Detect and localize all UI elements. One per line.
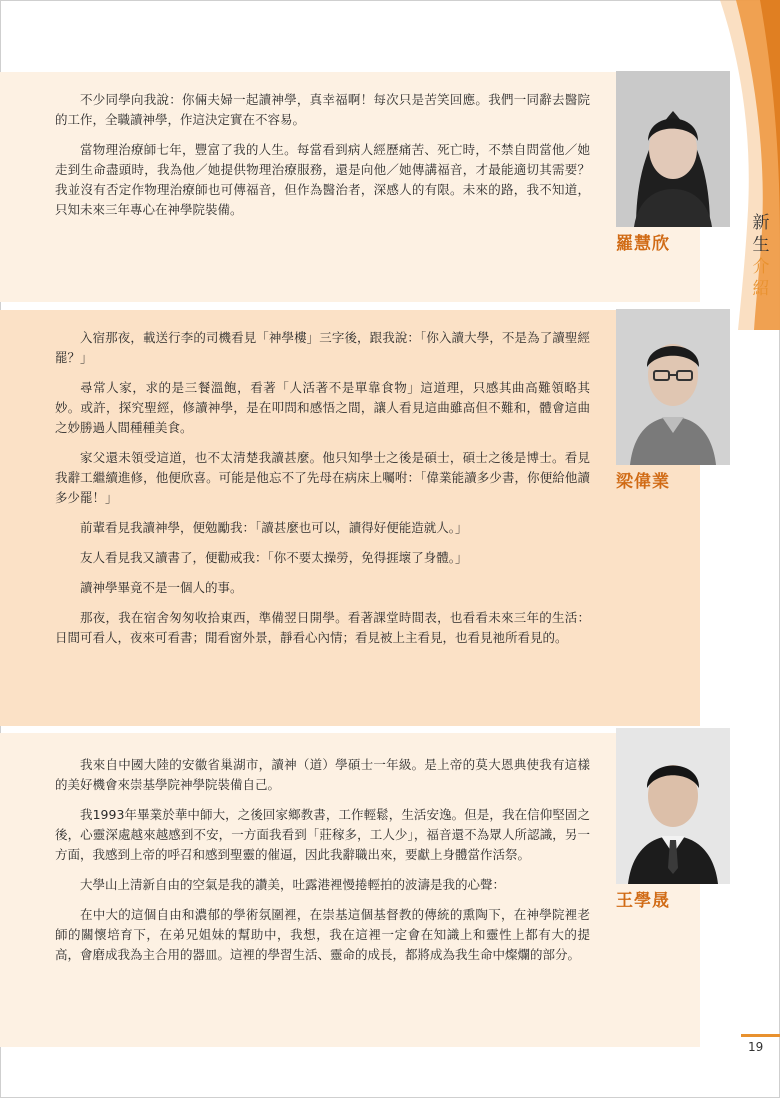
side-title-char-2: 生	[752, 235, 770, 255]
side-title-char-1: 新	[752, 213, 770, 233]
page-number-rule	[741, 1034, 780, 1037]
profile-2-paragraph-1: 入宿那夜，載送行李的司機看見「神學樓」三字後，跟我說：「你入讀大學，不是為了讀聖經罷？」	[55, 330, 590, 365]
profile-3-paragraph-4: 在中大的這個自由和濃郁的學術氛圍裡，在崇基這個基督教的傳統的熏陶下，在神學院裡老師的關懷培育下，在弟兄姐妹的幫助中，我想，我在這裡一定會在知識上和靈性上都有大的提高，會磨成我為主合用的器皿。這裡的學習生活、靈命的成長，都將成為我生命中燦爛的部分。	[55, 907, 590, 962]
side-title-char-4: 紹	[752, 279, 770, 299]
profile-2-paragraph-4: 前輩看見我讀神學，便勉勵我：「讀甚麼也可以，讀得好便能造就人。」	[80, 520, 468, 535]
profile-3-name: 王學晟	[616, 891, 670, 911]
portrait-man-glasses-icon	[616, 309, 730, 465]
profile-3-photo	[616, 728, 730, 884]
page-number: 19	[748, 1040, 764, 1054]
profile-2-paragraph-2: 尋常人家，求的是三餐溫飽，看著「人活著不是單靠食物」這道理，只感其曲高難領略其妙。或許，探究聖經，修讀神學，是在叩問和感悟之間，讓人看見這曲雖高但不難和，體會這曲之妙勝過人間種種美食。	[55, 380, 590, 435]
portrait-woman-icon	[616, 71, 730, 227]
profile-1-paragraph-2: 當物理治療師七年，豐富了我的人生。每當看到病人經歷痛苦、死亡時，不禁自問當他／她走到生命盡頭時，我為他／她提供物理治療服務，還是向他／她傳講福音，才最能適切其需要？我並沒有否定作物理治療師也可傳福音，但作為醫治者，深感人的有限。未來的路，我不知道，只知未來三年專心在神學院裝備。	[55, 142, 590, 217]
portrait-man-suit-icon	[616, 728, 730, 884]
profile-2-photo	[616, 309, 730, 465]
profile-1-paragraph-1: 不少同學向我說：你倆夫婦一起讀神學，真幸福啊！每次只是苦笑回應。我們一同辭去醫院的工作，全職讀神學，作這決定實在不容易。	[55, 92, 590, 127]
profile-2-name: 梁偉業	[616, 472, 670, 492]
profile-2-paragraph-3: 家父還未領受這道，也不太清楚我讀甚麼。他只知學士之後是碩士，碩士之後是博士。看見我辭工繼續進修，他便欣喜。可能是他忘不了先母在病床上囑咐：「偉業能讀多少書，你便給他讀多少罷！」	[55, 450, 590, 505]
profile-section-1	[0, 72, 700, 302]
profile-section-2	[0, 310, 700, 726]
side-section-title	[750, 212, 772, 300]
profile-2-paragraph-6: 讀神學畢竟不是一個人的事。	[80, 580, 243, 595]
profile-2-paragraph-7: 那夜，我在宿舍匆匆收拾東西，準備翌日開學。看著課堂時間表，也看看未來三年的生活：日間可看人，夜來可看書；閒看窗外景，靜看心內情；看見被上主看見，也看見祂所看見的。	[55, 610, 590, 645]
profile-3-paragraph-1: 我來自中國大陸的安徽省巢湖市，讀神（道）學碩士一年級。是上帝的莫大恩典使我有這樣的美好機會來崇基學院神學院裝備自己。	[55, 757, 590, 792]
side-title-char-3: 介	[752, 257, 770, 277]
profile-section-3	[0, 733, 700, 1047]
profile-3-paragraph-2: 我1993年畢業於華中師大，之後回家鄉教書，工作輕鬆，生活安逸。但是，我在信仰堅固之後，心靈深處越來越感到不安，一方面我看到「莊稼多，工人少」，福音還不為眾人所認識，另一方面，我感到上帝的呼召和感到聖靈的催逼，因此我辭職出來，要獻上身體當作活祭。	[55, 807, 590, 862]
profile-3-paragraph-3: 大學山上清新自由的空氣是我的讚美，吐露港裡慢捲輕拍的波濤是我的心聲：	[80, 877, 506, 892]
profile-2-paragraph-5: 友人看見我又讀書了，便勸戒我：「你不要太操勞，免得捱壞了身體。」	[80, 550, 468, 565]
profile-1-name: 羅慧欣	[616, 234, 670, 254]
profile-1-photo	[616, 71, 730, 227]
